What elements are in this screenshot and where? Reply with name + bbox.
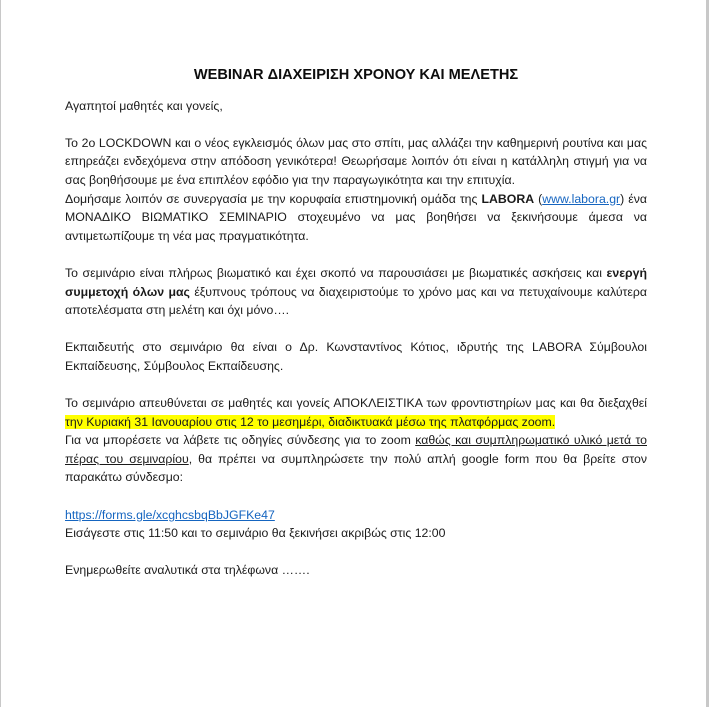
spacer [65,487,647,506]
labora-website-link[interactable]: www.labora.gr [542,191,621,206]
paragraph-labora [65,190,647,246]
paragraph-seminar-text-2: έξυπνους τρόπους να διαχειριστούμε το χρόνο μας και να πετυχαίνουμε καλύτερα αποτελέσματα στη μελέτη και όχι μόνο…. [65,284,647,318]
paragraph-seminar-text-1: Το σεμινάριο είναι πλήρως βιωματικό και έχει σκοπό να παρουσιάσει με βιωματικές ασκήσεις και [65,265,607,280]
labora-bold: LABORA [481,191,535,206]
paragraph-instructor: Εκπαιδευτής στο σεμινάριο θα είναι ο Δρ. Κωνσταντίνος Κότιος, ιδρυτής της LABORA Σύμβουλοι Εκπαίδευσης, Σύμβουλος Εκπαίδευσης. [65,340,647,373]
document-title: WEBINAR ΔΙΑΧΕΙΡΙΣΗ ΧΡΟΝΟΥ ΚΑΙ ΜΕΛΕΤΗΣ [193,67,519,83]
spacer [65,320,647,339]
active-participation-bold: ενεργή συμμετοχή όλων μας [65,265,647,299]
greeting: Αγαπητοί μαθητές και γονείς, [65,98,223,113]
google-form-link[interactable]: https://forms.gle/xcghcsbqBbJGFKe47 [65,507,275,522]
paragraph-labora-text-1: Δομήσαμε λοιπόν σε συνεργασία με την κορυφαία επιστημονική ομάδα της [65,191,482,206]
spacer [65,543,647,562]
paragraph-instructions-text-2: , θα πρέπει να συμπληρώσετε την πολύ απλή google form που θα βρείτε στον παρακάτω σύνδεσμο: [65,451,648,485]
spacer [65,115,647,134]
supplementary-material-underlined: καθώς και συμπληρωματικό υλικό μετά το πέρας του σεμιναρίου [65,433,647,466]
paragraph-instructions-text-1: Για να μπορέσετε να λάβετε τις οδηγίες σύνδεσης για το zoom [65,433,416,448]
form-link-line [65,506,647,525]
date-highlight: την Κυριακή 31 Ιανουαρίου στις 12 το μεσημέρι, διαδικτυακά μέσω της πλατφόρμας zoom. [65,414,556,429]
paragraph-instructions [65,431,647,487]
paragraph-labora-text-2: ( [534,191,543,206]
entry-time-note: Εισάγεστε στις 11:50 και το σεμινάριο θα ξεκινήσει ακριβώς στις 12:00 [65,526,446,541]
closing-line: Ενημερωθείτε αναλυτικά στα τηλέφωνα ……. [65,563,310,578]
paragraph-audience-text: Το σεμινάριο απευθύνεται σε μαθητές και γονείς ΑΠΟΚΛΕΙΣΤΙΚΑ των φροντιστηρίων μας και θα διεξαχθεί [65,396,647,411]
spacer [65,245,647,264]
paragraph-labora-text-3: ) ένα ΜΟΝΑΔΙΚΟ ΒΙΩΜΑΤΙΚΟ ΣΕΜΙΝΑΡΙΟ στοχευμένο να μας βοηθήσει να ξεκινήσουμε άμεσα να αντιμετωπίζουμε τη νέα μας πραγματικότητα. [65,191,647,243]
spacer [65,376,647,395]
paragraph-lockdown: Το 2ο LOCKDOWN και ο νέος εγκλεισμός όλων μας στο σπίτι, μας αλλάζει την καθημερινή ρουτίνα και μας επηρεάζει ενδεχόμενα στην απόδοση γενικότερα! Θεωρήσαμε λοιπόν ότι είναι η κατάλληλη στιγμή για να σας βοηθήσουμε με ένα επιπλέον εφόδιο για την παραγωγικότητα και την επιτυχία. [65,135,647,187]
paragraph-audience [65,394,647,431]
document-body [65,66,647,580]
paragraph-seminar [65,264,647,320]
